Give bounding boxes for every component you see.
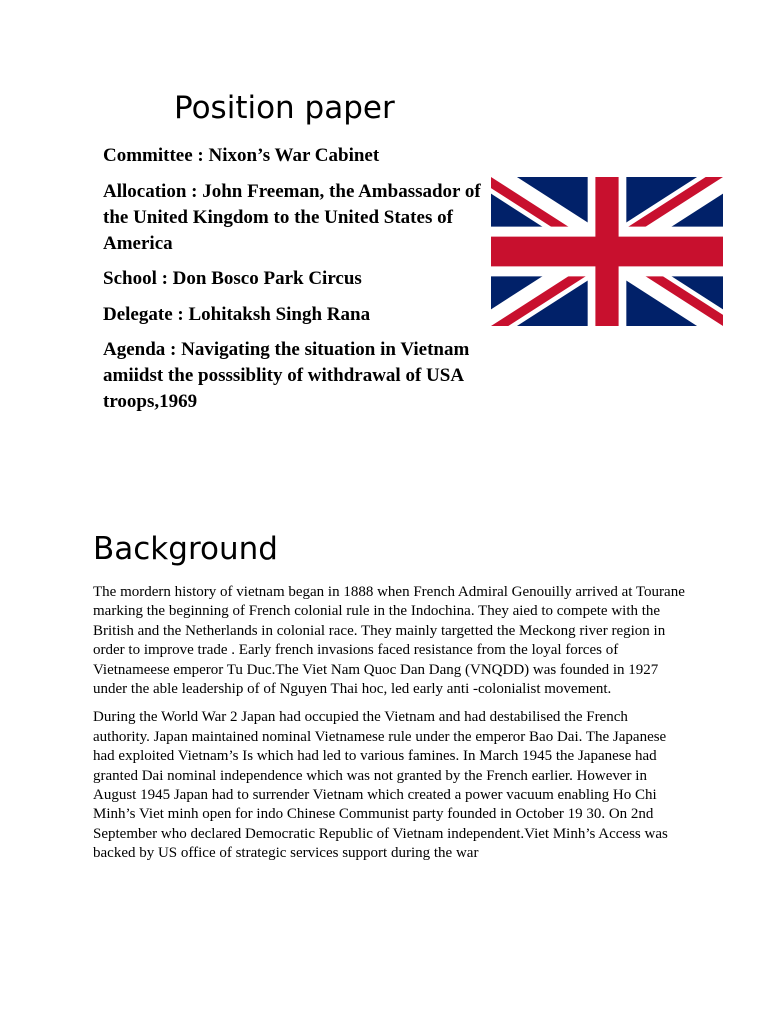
agenda-line: Agenda : Navigating the situation in Vietnam amiidst the posssiblity of withdrawal of USA troops,1969: [103, 339, 470, 412]
background-heading: Background: [93, 531, 278, 567]
committee-line: Committee : Nixon’s War Cabinet: [103, 145, 380, 166]
paper-details: [103, 143, 493, 425]
allocation-line: Allocation : John Freeman, the Ambassador of the United Kingdom to the United States of America: [103, 180, 481, 254]
page-title: Position paper: [174, 90, 395, 126]
background-paragraph-1: The mordern history of vietnam began in 1888 when French Admiral Genouilly arrived at Tourane marking the beginning of French colonial rule in the Indochina. They aied to compete with the British and the Netherlands in colonial race. They mainly targetted the Meckong river region in order to improve trade . Early french invasions faced resistance from the loyal forces of Vietnameese emperor Tu Duc.The Viet Nam Quoc Dan Dang (VNQDD) was founded in 1927 under the able leadership of of Nguyen Thai hoc, led early anti -colonialist movement.: [93, 584, 685, 698]
school-line: School : Don Bosco Park Circus: [103, 268, 362, 289]
background-body: [93, 583, 688, 873]
delegate-line: Delegate : Lohitaksh Singh Rana: [103, 303, 371, 325]
background-paragraph-2: During the World War 2 Japan had occupied the Vietnam and had destabilised the French authority. Japan maintained nominal Vietnamese rule under the emperor Bao Dai. The Japanese had exploited Vietnam’s Is which had led to various famines. In March 1945 the Japanese had granted Dai nominal independence which was not granted by the French earlier. However in August 1945 Japan had to surrender Vietnam which created a power vacuum enabling Ho Chi Minh’s Viet minh open for indo Chinese Communist party founded in October 19 30. On 2nd September who declared Democratic Republic of Vietnam independent.Viet Minh’s Access was backed by US office of strategic services support during the war: [93, 709, 668, 862]
union-jack-svg: [491, 177, 723, 326]
union-jack-flag-image: [491, 177, 723, 326]
